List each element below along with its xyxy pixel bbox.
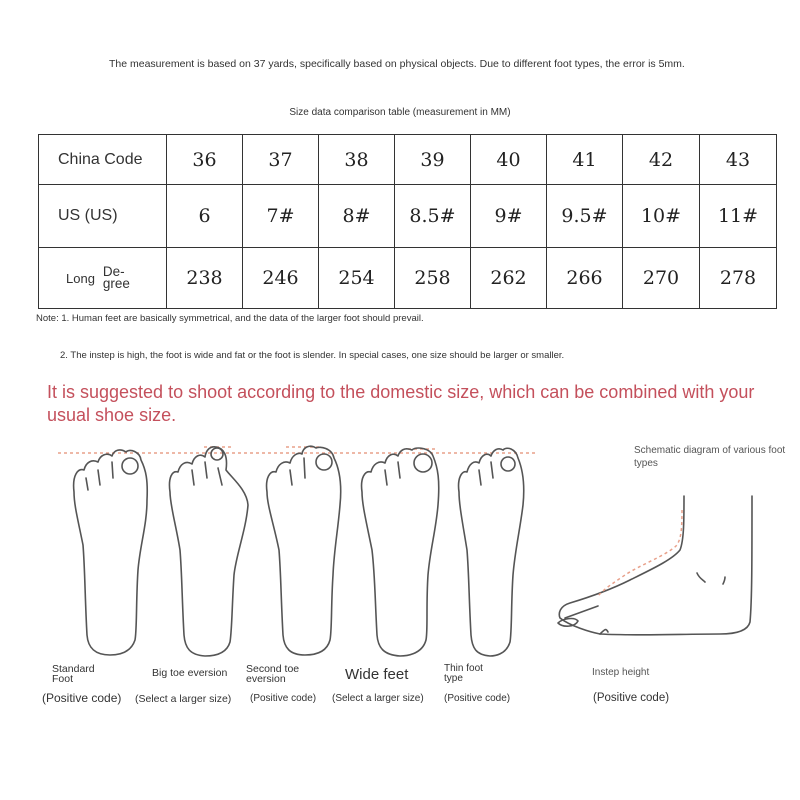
label-degree-b: gree: [102, 276, 130, 291]
table-cell: 278: [700, 248, 777, 309]
code-instep-height: (Positive code): [593, 692, 670, 704]
label-degree-a: De-: [102, 264, 125, 279]
table-cell: 266: [547, 248, 623, 309]
table-cell: 262: [471, 248, 547, 309]
table-cell: 6: [167, 185, 243, 248]
table-cell: 10#: [623, 185, 700, 248]
table-cell: 9#: [471, 185, 547, 248]
code-standard-foot: (Positive code): [42, 691, 122, 705]
table-cell: 11#: [700, 185, 777, 248]
label-second-toe-eversion: Second toe eversion: [246, 663, 300, 685]
table-cell: 39: [395, 135, 471, 185]
foot-second-toe-eversion-icon: [267, 446, 341, 655]
row-label-china-code: China Code: [39, 135, 167, 185]
label-thin-foot: Thin foot type: [444, 663, 483, 684]
table-cell: 254: [319, 248, 395, 309]
label-instep-height: Instep height: [592, 667, 650, 678]
table-cell: 36: [167, 135, 243, 185]
row-label-us: US (US): [39, 185, 167, 248]
table-cell: 41: [547, 135, 623, 185]
intro-text: The measurement is based on 37 yards, specifically based on physical objects. Due to different foot types, the error is 5mm.: [109, 58, 685, 70]
table-cell: 246: [243, 248, 319, 309]
table-cell: 8.5#: [395, 185, 471, 248]
table-cell: 9.5#: [547, 185, 623, 248]
code-second-toe-eversion: (Positive code): [250, 693, 317, 704]
foot-thin-icon: [459, 448, 524, 656]
table-cell: 270: [623, 248, 700, 309]
foot-big-toe-eversion-icon: [169, 447, 248, 656]
table-cell: 258: [395, 248, 471, 309]
foot-wide-icon: [362, 448, 439, 656]
table-cell: 43: [700, 135, 777, 185]
label-wide-feet: Wide feet: [345, 666, 409, 683]
table-cell: 40: [471, 135, 547, 185]
size-suggestion: It is suggested to shoot according to the domestic size, which can be combined with your usual shoe size.: [47, 382, 755, 425]
table-title: Size data comparison table (measurement in MM): [289, 107, 511, 118]
label-big-toe-eversion: Big toe eversion: [152, 667, 228, 679]
table-cell: 238: [167, 248, 243, 309]
code-thin-foot: (Positive code): [444, 693, 511, 704]
table-cell: 38: [319, 135, 395, 185]
label-standard-foot: Standard Foot: [52, 663, 95, 685]
code-wide-feet: (Select a larger size): [332, 693, 424, 704]
table-cell: 37: [243, 135, 319, 185]
code-big-toe-eversion: (Select a larger size): [135, 693, 232, 705]
table-cell: 8#: [319, 185, 395, 248]
schematic-title: Schematic diagram of various foot types: [634, 445, 786, 469]
note-2: 2. The instep is high, the foot is wide and fat or the foot is slender. In special cases, one size should be larger or smaller.: [60, 350, 565, 361]
table-cell: 7#: [243, 185, 319, 248]
table-cell: 42: [623, 135, 700, 185]
note-1: Note: 1. Human feet are basically symmetrical, and the data of the larger foot should prevail.: [36, 313, 424, 324]
label-long: Long: [66, 270, 95, 286]
foot-standard-icon: [74, 450, 148, 655]
foot-instep-side-icon: [558, 496, 752, 635]
